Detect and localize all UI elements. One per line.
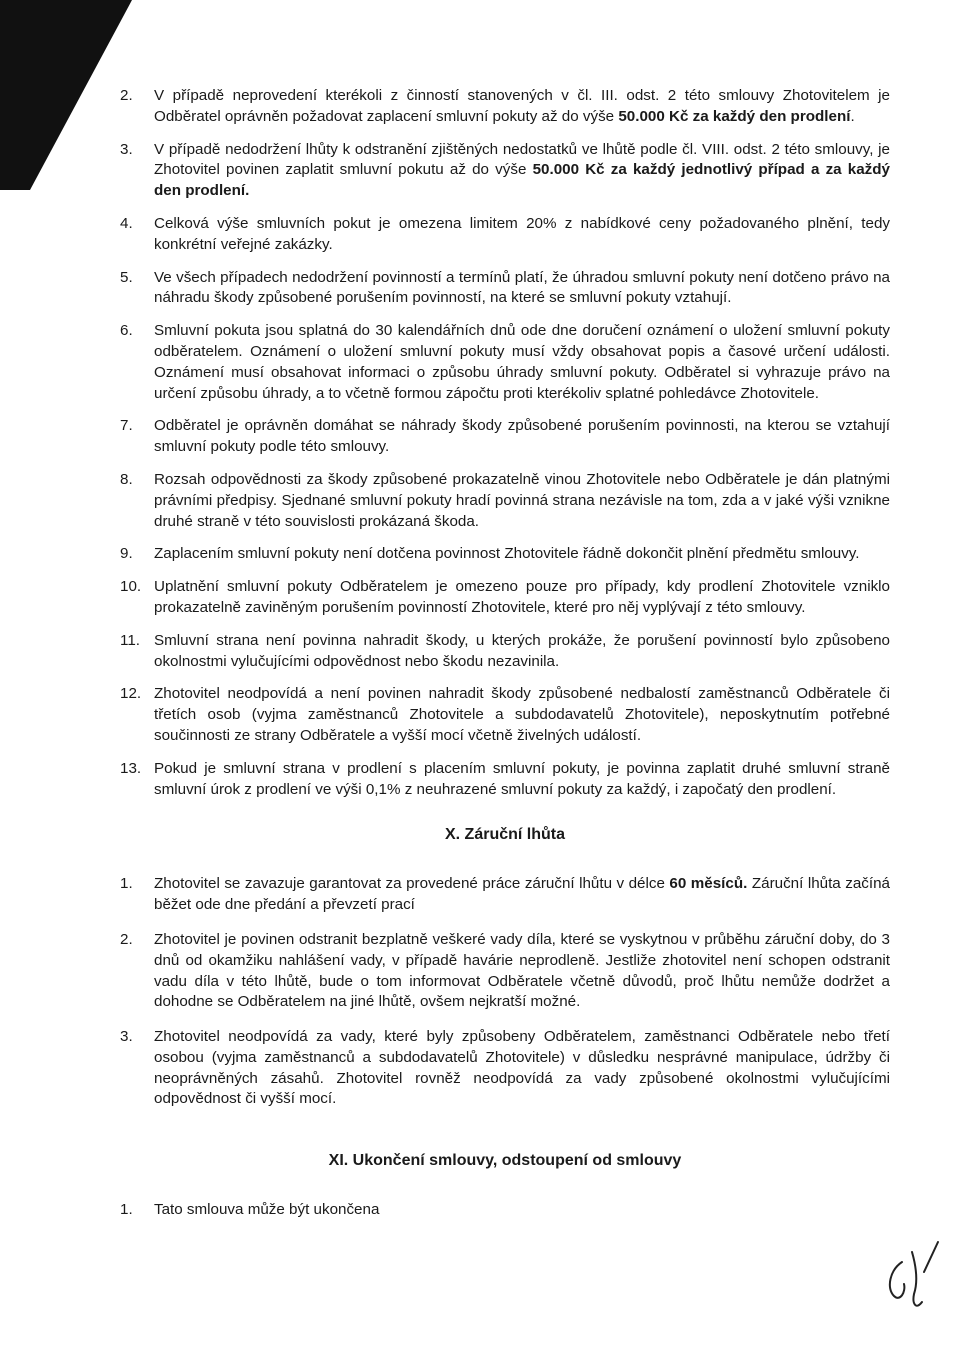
termination-clause-item (120, 1200, 890, 1221)
text-run: Pokud je smluvní strana v prodlení s placením smluvní pokuty, je povinna zaplatit druhé smluvní straně smluvní úrok z prodlení ve výši 0,1% z neuhrazené smluvní pokuty za každý, i započatý den prodlení. (154, 759, 890, 798)
penalty-clause-item (120, 759, 890, 801)
penalty-clause-item (120, 631, 890, 673)
item-text (154, 684, 890, 746)
item-number: 3. (120, 1028, 133, 1046)
section10-heading: X. Záruční lhůta (444, 826, 565, 844)
penalty-clause-item (120, 321, 890, 404)
item-number: 9. (120, 545, 133, 563)
text-run: Ve všech případech nedodržení povinností a termínů platí, že úhradou smluvní pokuty není dotčeno právo na náhradu škody způsobené porušením povinností, na které se smluvní pokuty vztahují. (154, 268, 890, 307)
text-run: Zhotovitel je povinen odstranit bezplatně veškeré vady díla, které se vyskytnou v průběhu záruční doby, do 3 dnů od okamžiku nahlášení vady, v případě havárie neprodleně. Jestliže zhotovitel není schopen odstranit vadu díla v této lhůtě, bude o tom informovat Odběratele včetně důvodů, proč lhůtu nemůže dodržet a dohodne se Odběratelem na jiné lhůtě, ovšem nejkratší možné. (154, 930, 890, 1011)
item-number: 5. (120, 268, 133, 286)
item-number: 8. (120, 470, 133, 488)
item-number: 1. (120, 1201, 133, 1219)
text-run: Smluvní strana není povinna nahradit škody, u kterých prokáže, že porušení povinností bylo způsobeno okolnostmi vylučujícími odpovědnost nebo škodu nezavinila. (154, 631, 890, 670)
item-text (154, 1027, 890, 1110)
document-body (120, 86, 890, 1233)
text-run: Tato smlouva může být ukončena (154, 1201, 380, 1219)
text-run: Rozsah odpovědnosti za škody způsobené prokazatelně vinou Zhotovitele nebo Odběratele je dán platnými právními předpisy. Sjednané smluvní pokuty hradí povinná strana nezávisle na tom, zda a v jaké výši vznikne druhé straně v této souvislosti prokázaná škoda. (154, 470, 890, 530)
item-text (154, 416, 890, 458)
item-number: 12. (120, 685, 142, 703)
warranty-clause-item (120, 1027, 890, 1110)
text-run: Záruční lhůta začíná běžet ode dne předání a převzetí prací (154, 875, 890, 914)
penalty-clause-item (120, 214, 890, 256)
item-text (154, 268, 890, 310)
item-text (154, 1200, 890, 1221)
item-text (154, 874, 890, 916)
text-run: Zaplacením smluvní pokuty není dotčena povinnost Zhotovitele řádně dokončit plnění předmětu smlouvy. (154, 545, 860, 563)
penalty-clause-item (120, 470, 890, 532)
penalty-clause-item (120, 684, 890, 746)
text-run: Uplatnění smluvní pokuty Odběratelem je omezeno pouze pro případy, kdy prodlení Zhotovitele vzniklo prokazatelně zaviněným porušením povinností Zhotovitele, které pro něj vyplývají z této smlouvy. (154, 578, 890, 616)
text-run: . (850, 107, 855, 125)
penalty-clause-item (120, 416, 890, 458)
text-run: Zhotovitel neodpovídá a není povinen nahradit škody způsobené nedbalostí zaměstnanců Odběratele či třetích osob (vyjma zaměstnanců Zhotovitele a subdodavatelů Zhotovitele), neposkytnutím potřebné součinnosti ze strany Odběratele a vyšší mocí včetně živelných událostí. (154, 685, 890, 744)
penalty-clause-item (120, 544, 890, 565)
warranty-clause-item (120, 874, 890, 916)
section11-list (120, 1200, 890, 1221)
corner-triangle-mark (0, 0, 140, 200)
bold-text: 50.000 Kč za každý jednotlivý případ a za každý den prodlení. (154, 161, 890, 200)
penalty-clause-item (120, 268, 890, 310)
item-number: 2. (120, 930, 133, 948)
item-number: 11. (120, 631, 140, 649)
item-number: 13. (120, 759, 142, 777)
penalty-clause-item (120, 577, 890, 619)
penalty-clause-item (120, 86, 890, 128)
item-number: 1. (120, 875, 133, 893)
warranty-clause-item (120, 930, 890, 1013)
text-run: V případě neprovedení kterékoli z činností stanovených v čl. III. odst. 2 této smlouvy Zhotovitelem je Odběratel oprávněn požadovat zaplacení smluvní pokuty až do výše (154, 87, 890, 125)
item-text (154, 631, 890, 673)
text-run: Zhotovitel se zavazuje garantovat za provedené práce záruční lhůtu v délce (154, 875, 670, 893)
item-text (154, 930, 890, 1013)
section10-list (120, 874, 890, 1110)
item-number: 7. (120, 417, 133, 435)
item-number: 3. (120, 140, 133, 158)
item-text (154, 577, 890, 619)
item-text (154, 321, 890, 404)
item-number: 4. (120, 214, 133, 232)
bold-text: 60 měsíců. (669, 875, 748, 893)
text-run: V případě nedodržení lhůty k odstranění zjištěných nedostatků ve lhůtě podle čl. VIII. odst. 2 této smlouvy, je Zhotovitel povinen zaplatit smluvní pokutu až do výše (154, 140, 890, 179)
text-run: Odběratel je oprávněn domáhat se náhrady škody způsobené porušením povinnosti, na kterou se vztahují smluvní pokuty podle této smlouvy. (154, 417, 890, 456)
section9-list (120, 86, 890, 800)
penalty-clause-item (120, 140, 890, 202)
item-number: 10. (120, 578, 142, 596)
text-run: Celková výše smluvních pokut je omezena limitem 20% z nabídkové ceny požadovaného plnění, tedy konkrétní veřejné zakázky. (154, 214, 890, 253)
text-run: Smluvní pokuta jsou splatná do 30 kalendářních dnů ode dne doručení oznámení o uložení smluvní pokuty odběratelem. Oznámení o uložení smluvní pokuty musí vždy obsahovat popis a časové určení události. Oznámení musí obsahovat informaci o způsobu úhrady smluvní pokuty. Odběratel si vyhrazuje právo na určení způsobu úhrady, a to včetně formou zápočtu proti kterékoliv splatné pohledávce Zhotovitele. (154, 322, 890, 402)
text-run: Zhotovitel neodpovídá za vady, které byly způsobeny Odběratelem, zaměstnanci Odběratele nebo třetí osobou (vyjma zaměstnanců a subdodavatelů Zhotovitele) v důsledku nesprávné manipulace, údržby či neoprávněných zásahů. Zhotovitel rovněž neodpovídá za vady způsobené okolnostmi vylučujícími odpovědnost či vyšší mocí. (154, 1028, 890, 1108)
item-text (154, 759, 890, 801)
item-text (154, 544, 890, 565)
item-text (154, 86, 890, 128)
signature-initials (872, 1232, 942, 1322)
item-text (154, 140, 890, 202)
section11-heading: XI. Ukončení smlouvy, odstoupení od smlouvy (328, 1152, 682, 1170)
item-text (154, 214, 890, 256)
bold-text: 50.000 Kč za každý den prodlení (618, 107, 851, 125)
item-number: 2. (120, 87, 133, 104)
item-number: 6. (120, 322, 133, 340)
item-text (154, 470, 890, 532)
